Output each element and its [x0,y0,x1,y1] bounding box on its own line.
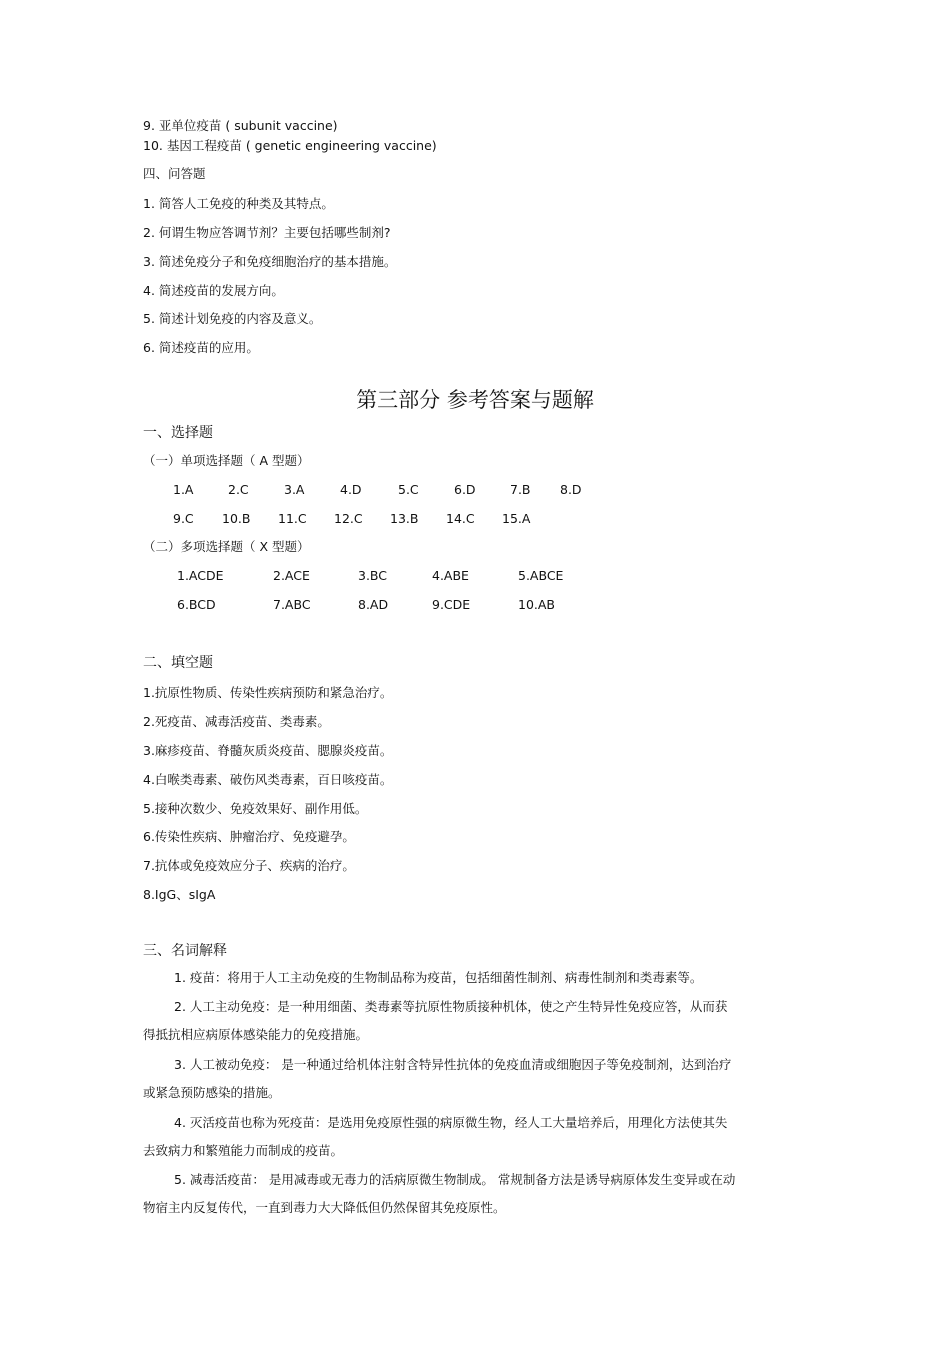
answer-item: 15.A [502,511,531,526]
term-paragraph [143,1109,783,1165]
answer-item: 8.D [560,482,582,497]
answer-item: 7.B [510,482,531,497]
term-line: 1. 疫苗：将用于人工主动免疫的生物制品称为疫苗，包括细菌性制剂、病毒性制剂和类毒素等。 [174,970,703,985]
answer-item: 5.ABCE [518,568,564,583]
answer-item: 4.D [340,482,362,497]
term-line: 5. 减毒活疫苗： 是用减毒或无毒力的活病原微生物制成。 常规制备方法是诱导病原体发生变异或在动 [174,1172,736,1187]
answer-item: 7.ABC [273,597,311,612]
fill-item: 5.接种次数少、免疫效果好、副作用低。 [143,801,368,816]
fill-item: 6.传染性疾病、肿瘤治疗、免疫避孕。 [143,829,355,844]
choice-heading: 一、选择题 [143,425,213,441]
qa-item: 4. 简述疫苗的发展方向。 [143,283,284,298]
term-paragraph [143,1051,783,1107]
answer-item: 10.B [222,511,251,526]
fill-item: 2.死疫苗、减毒活疫苗、类毒素。 [143,714,330,729]
answer-item: 11.C [278,511,307,526]
fill-item: 7.抗体或免疫效应分子、疾病的治疗。 [143,858,355,873]
list-item-10: 10. 基因工程疫苗 ( genetic engineering vaccine) [143,138,437,153]
answer-item: 5.C [398,482,419,497]
term-paragraph [143,1166,783,1222]
part-title: 第三部分 参考答案与题解 [356,388,594,412]
qa-item: 1. 简答人工免疫的种类及其特点。 [143,196,334,211]
answer-item: 2.ACE [273,568,310,583]
term-line: 2. 人工主动免疫：是一种用细菌、类毒素等抗原性物质接种机体，使之产生特异性免疫应答，从而获 [174,999,728,1014]
term-line: 得抵抗相应病原体感染能力的免疫措施。 [143,1027,369,1042]
terms-heading: 三、名词解释 [143,943,227,959]
answer-item: 1.A [173,482,194,497]
list-item-9: 9. 亚单位疫苗 ( subunit vaccine) [143,118,338,133]
fill-item: 4.白喉类毒素、破伤风类毒素，百日咳疫苗。 [143,772,393,787]
answer-item: 1.ACDE [177,568,224,583]
multi-choice-label: （二）多项选择题（ X 型题） [143,539,310,554]
answer-item: 14.C [446,511,475,526]
answer-item: 3.A [284,482,305,497]
answer-item: 2.C [228,482,249,497]
term-line: 或紧急预防感染的措施。 [143,1085,281,1100]
answer-item: 6.D [454,482,476,497]
answer-item: 13.B [390,511,419,526]
answer-item: 10.AB [518,597,556,612]
term-paragraph [143,964,783,992]
answer-item: 8.AD [358,597,389,612]
answer-item: 6.BCD [177,597,216,612]
term-line: 去致病力和繁殖能力而制成的疫苗。 [143,1143,344,1158]
qa-heading: 四、问答题 [143,166,206,181]
qa-item: 5. 简述计划免疫的内容及意义。 [143,311,322,326]
fill-heading: 二、填空题 [143,655,213,671]
fill-item: 3.麻疹疫苗、脊髓灰质炎疫苗、腮腺炎疫苗。 [143,743,393,758]
term-line: 3. 人工被动免疫： 是一种通过给机体注射含特异性抗体的免疫血清或细胞因子等免疫制剂，达到治疗 [174,1057,732,1072]
answer-item: 9.CDE [432,597,471,612]
qa-item: 3. 简述免疫分子和免疫细胞治疗的基本措施。 [143,254,397,269]
qa-item: 6. 简述疫苗的应用。 [143,340,259,355]
answer-item: 9.C [173,511,194,526]
term-line: 物宿主内反复传代，一直到毒力大大降低但仍然保留其免疫原性。 [143,1200,506,1215]
fill-item: 1.抗原性物质、传染性疾病预防和紧急治疗。 [143,685,393,700]
answer-item: 12.C [334,511,363,526]
qa-item: 2. 何谓生物应答调节剂？主要包括哪些制剂? [143,225,391,240]
fill-item: 8.IgG、sIgA [143,887,216,902]
single-choice-label: （一）单项选择题（ A 型题） [143,453,310,468]
answer-item: 4.ABE [432,568,469,583]
term-line: 4. 灭活疫苗也称为死疫苗：是选用免疫原性强的病原微生物，经人工大量培养后，用理化方法使其失 [174,1115,728,1130]
answer-item: 3.BC [358,568,388,583]
term-paragraph [143,993,783,1049]
